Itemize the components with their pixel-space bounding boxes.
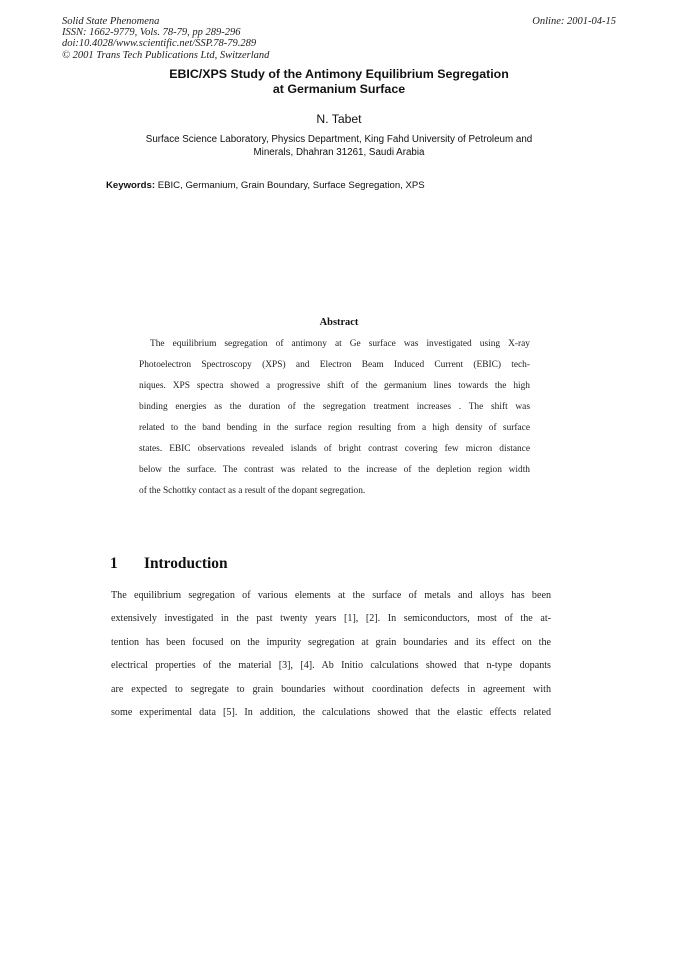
journal-info: [62, 16, 269, 61]
author: N. Tabet: [316, 112, 362, 126]
abstract-line: binding energies as the duration of the segregation treatment increases . The shift was: [139, 402, 530, 412]
affiliation: [0, 134, 678, 159]
introduction-line: some experimental data [5]. In addition, the calculations showed that the elastic effects related: [111, 706, 551, 718]
abstract-line: of the Schottky contact as a result of the dopant segregation.: [139, 486, 366, 496]
abstract-line: below the surface. The contrast was related to the increase of the depletion region width: [139, 465, 530, 475]
abstract-heading: Abstract: [319, 317, 359, 328]
abstract-body: [139, 338, 530, 506]
introduction-body: [111, 589, 551, 729]
journal-name: Solid State Phenomena: [62, 16, 160, 27]
affiliation-line: Surface Science Laboratory, Physics Department, King Fahd University of Petroleum and: [145, 134, 533, 145]
introduction-line: are expected to segregate to grain boundaries without coordination defects in agreement with: [111, 683, 551, 695]
affiliation-line: Minerals, Dhahran 31261, Saudi Arabia: [253, 146, 425, 158]
section-heading-introduction: [110, 555, 228, 573]
journal-issn: ISSN: 1662-9779, Vols. 78-79, pp 289-296: [62, 27, 241, 39]
keywords-list: EBIC, Germanium, Grain Boundary, Surface Segregation, XPS: [157, 180, 425, 191]
abstract-line: Photoelectron Spectroscopy (XPS) and Electron Beam Induced Current (EBIC) tech-: [139, 360, 530, 370]
journal-doi: doi:10.4028/www.scientific.net/SSP.78-79.289: [62, 38, 257, 50]
keywords: [106, 180, 425, 191]
abstract-line: The equilibrium segregation of antimony at Ge surface was investigated using X-ray: [150, 339, 530, 349]
paper-title-line: EBIC/XPS Study of the Antimony Equilibrium Segregation: [169, 67, 509, 81]
abstract-line: related to the band bending in the surface region resulting from a high density of surface: [139, 423, 530, 433]
keywords-label: Keywords:: [106, 180, 156, 191]
paper-title: [0, 67, 678, 96]
section-number: 1: [110, 555, 118, 572]
introduction-line: tention has been focused on the impurity segregation at grain boundaries and its effect on the: [111, 636, 551, 648]
introduction-line: The equilibrium segregation of various elements at the surface of metals and alloys has been: [111, 590, 551, 601]
paper-title-line: at Germanium Surface: [272, 81, 406, 96]
online-date: Online: 2001-04-15: [532, 16, 616, 27]
abstract-line: niques. XPS spectra showed a progressive shift of the germanium lines towards the high: [139, 381, 530, 391]
introduction-line: electrical properties of the material [3], [4]. Ab Initio calculations showed that n-type dopants: [111, 660, 551, 672]
journal-copyright: © 2001 Trans Tech Publications Ltd, Switzerland: [62, 49, 270, 61]
section-title: Introduction: [144, 555, 228, 572]
abstract-line: states. EBIC observations revealed islands of bright contrast covering few micron distance: [139, 444, 530, 454]
introduction-line: extensively investigated in the past twenty years [1], [2]. In semiconductors, most of the at-: [111, 613, 551, 625]
